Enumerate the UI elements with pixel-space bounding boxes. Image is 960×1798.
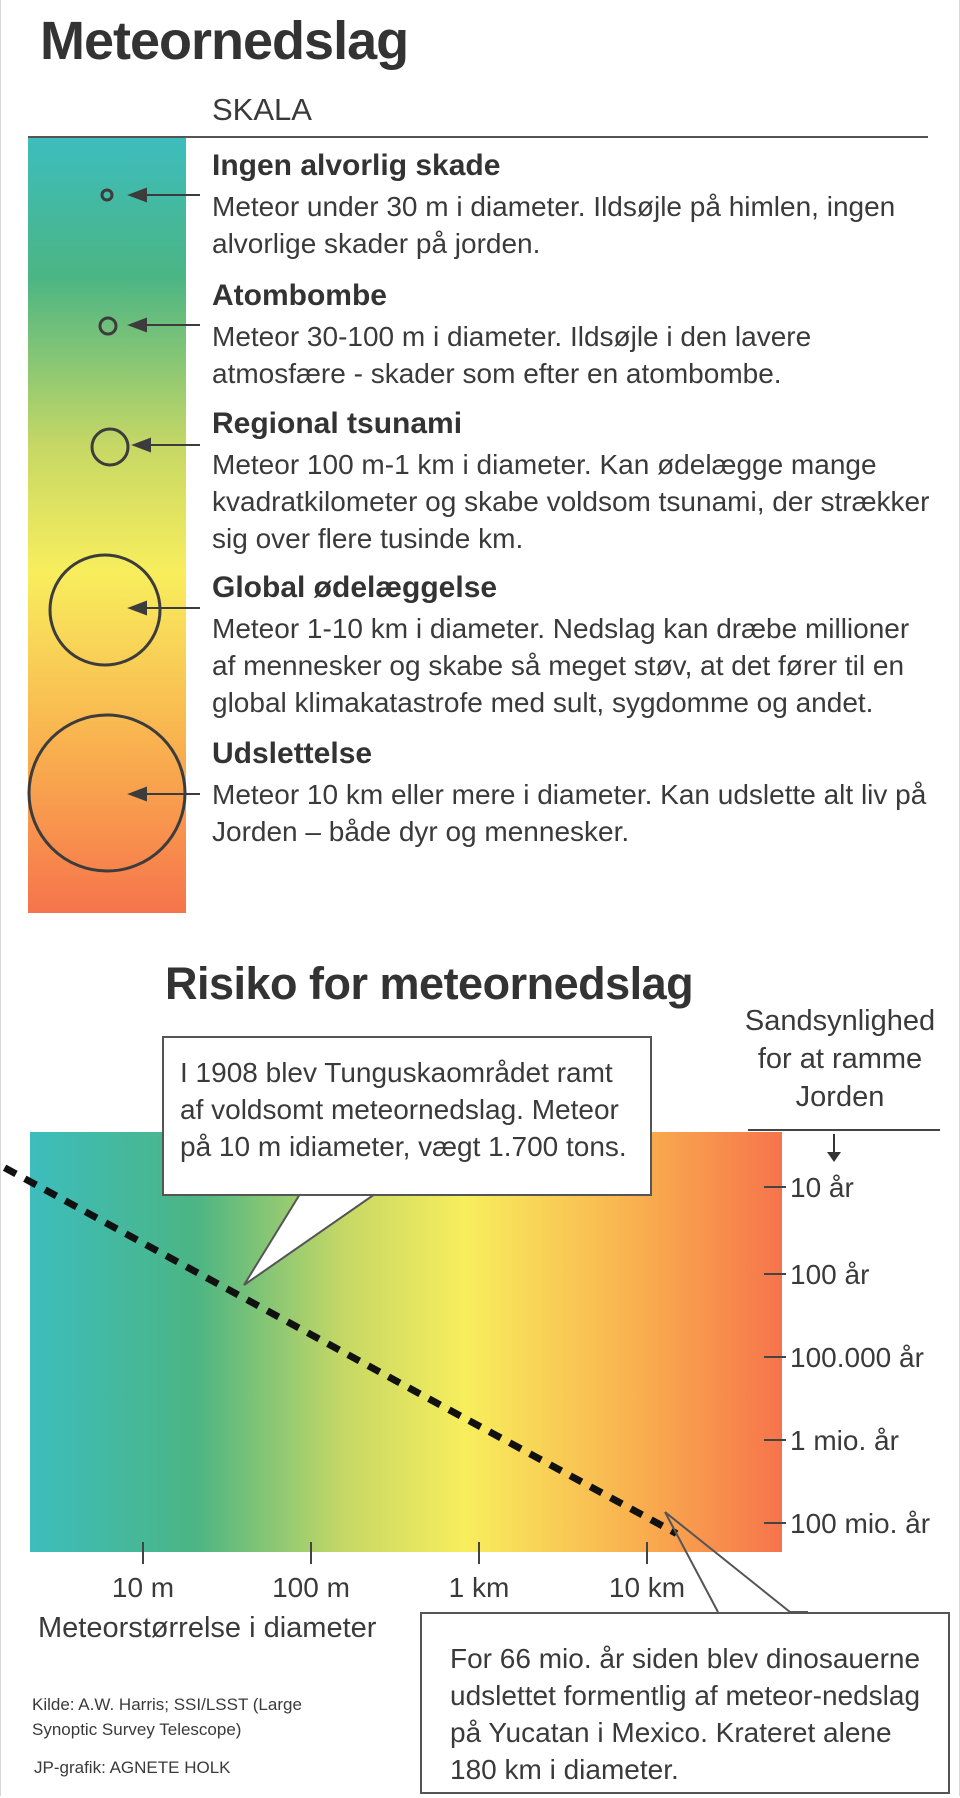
x-tick-label: 1 km [448, 1572, 510, 1603]
scale-label: SKALA [212, 92, 312, 127]
x-axis-label: Meteorstørrelse i diameter [38, 1612, 377, 1644]
x-tick-label: 10 m [111, 1572, 175, 1603]
credit-note: JP-grafik: AGNETE HOLK [34, 1758, 231, 1777]
scale-item-heading: Udslettelse [212, 737, 373, 770]
y-tick-label: 100.000 år [790, 1342, 924, 1373]
scale-item-text: Meteor 30-100 m i diameter. Ildsøjle i den lavere atmosfære - skader som efter en atombombe. [212, 321, 812, 389]
x-tick-label: 10 km [608, 1572, 686, 1603]
source-note: Kilde: A.W. Harris; SSI/LSST (Large Synoptic Survey Telescope) [32, 1695, 302, 1739]
scale-item-text: Meteor 10 km eller mere i diameter. Kan udslette alt liv på Jorden – både dyr og mennesker. [212, 779, 927, 847]
dinosaur-callout-text: For 66 mio. år siden blev dinosauerne udslettet formentlig af meteor-nedslag på Yucatan i Mexico. Krateret alene 180 km i diameter. [450, 1643, 921, 1785]
scale-item-heading: Regional tsunami [212, 407, 463, 440]
y-axis-label: Sandsynlighed for at ramme Jorden [744, 1005, 936, 1113]
tunguska-callout [162, 1036, 652, 1196]
y-axis-arrow-head [827, 1152, 841, 1162]
risk-series-line [5, 1168, 677, 1534]
y-tick-label: 10 år [790, 1172, 854, 1203]
page-title: Meteornedslag [40, 11, 409, 71]
scale-item-text: Meteor 100 m-1 km i diameter. Kan ødelægge mange kvadratkilometer og skabe voldsom tsunami, der strækker sig over flere tusinde km. [212, 449, 930, 554]
y-tick-label: 100 mio. år [790, 1508, 931, 1539]
tunguska-callout-text: I 1908 blev Tunguskaområdet ramt af voldsomt meteornedslag. Meteor på 10 m idiameter, vægt 1.700 tons. [180, 1057, 627, 1162]
scale-item-heading: Ingen alvorlig skade [212, 149, 501, 182]
scale-item-heading: Global ødelæggelse [212, 571, 498, 604]
y-tick-label: 1 mio. år [790, 1425, 899, 1456]
callout-pointer-1 [244, 1194, 375, 1285]
scale-item-text: Meteor 1-10 km i diameter. Nedslag kan dræbe millioner af mennesker og skabe så meget støv, at det fører til en global klimakatastrofe med sult, sygdomme og andet. [212, 613, 910, 718]
x-tick-label: 100 m [272, 1572, 350, 1603]
scale-item-heading: Atombombe [212, 279, 387, 312]
scale-item-text: Meteor under 30 m i diameter. Ildsøjle på himlen, ingen alvorlige skader på jorden. [212, 191, 896, 259]
chart-title: Risiko for meteornedslag [165, 958, 694, 1009]
callout-pointer-2 [665, 1512, 808, 1612]
y-tick-label: 100 år [790, 1259, 870, 1290]
dinosaur-callout [420, 1612, 950, 1794]
